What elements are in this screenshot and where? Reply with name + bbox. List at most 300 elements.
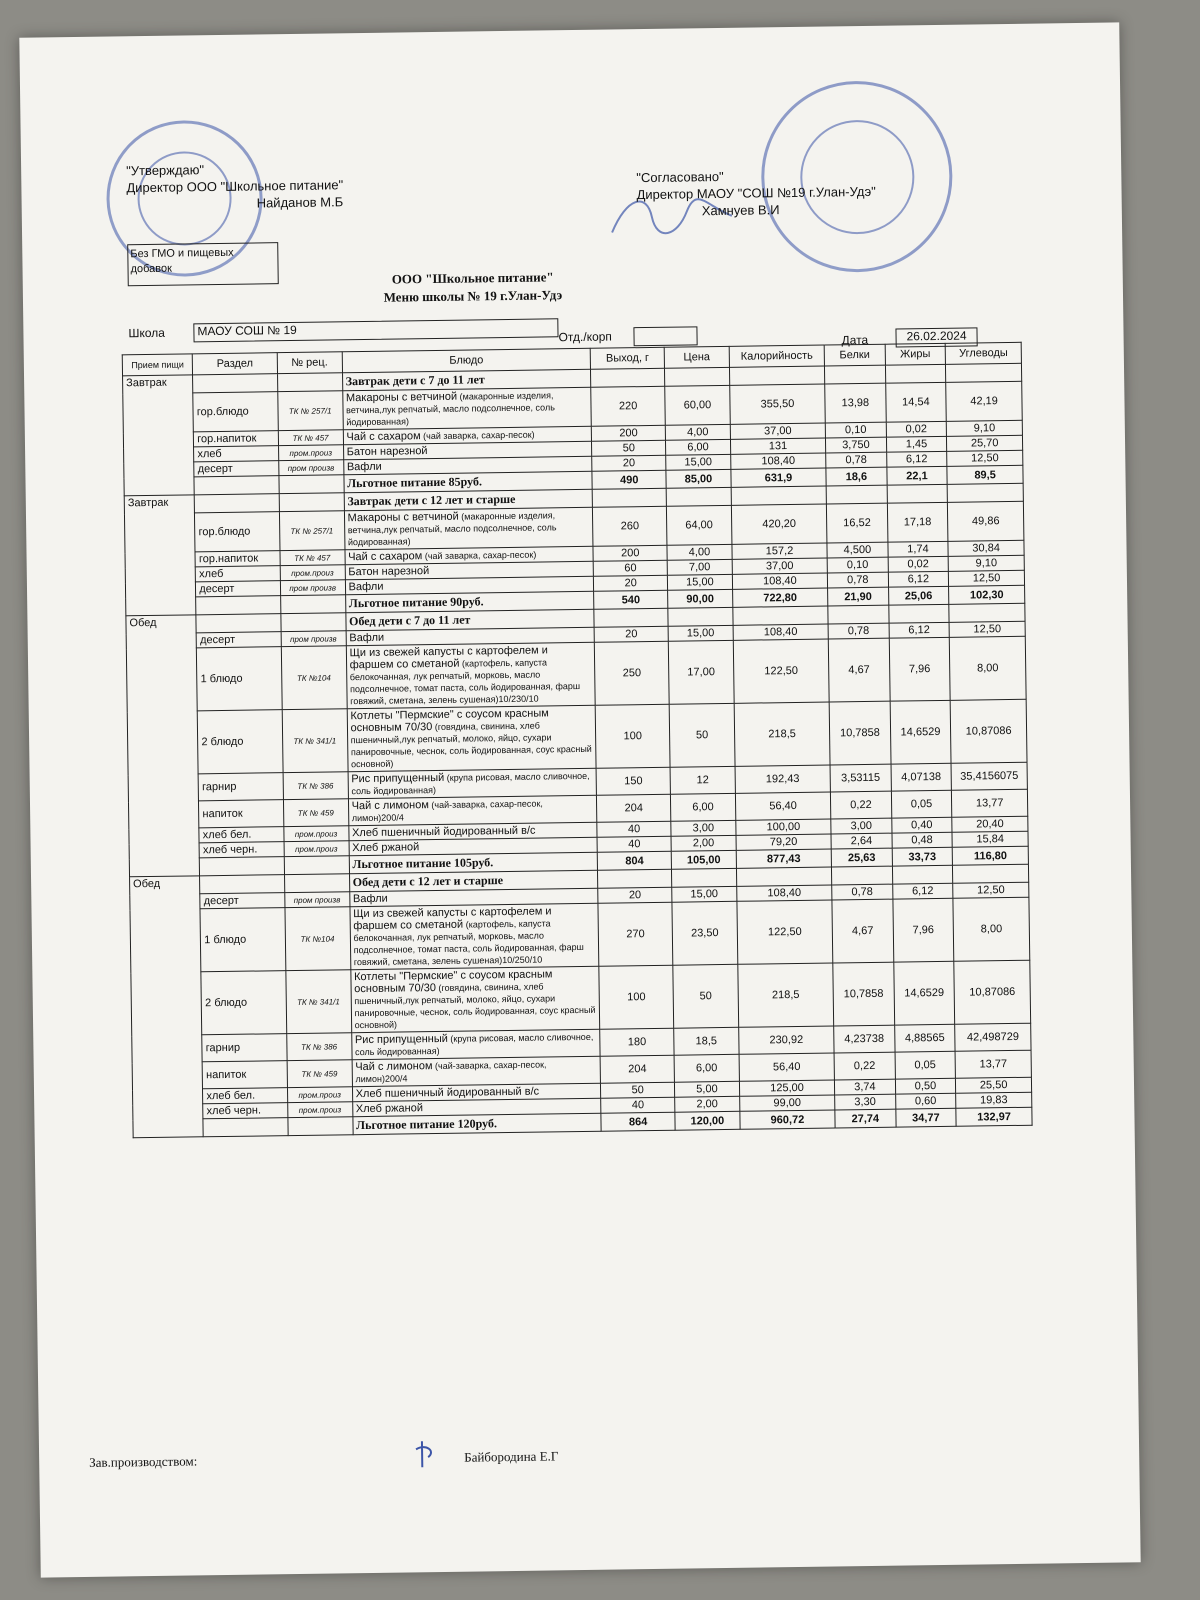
output-cell: 20 [592,455,666,471]
protein-cell: 3,750 [826,437,887,453]
calories-cell: 218,5 [738,963,834,1027]
dish-name: Щи из свежей капусты с картофелем и фаршем со сметаной [353,905,552,933]
empty-cell [887,484,948,503]
razdel-cell: 1 блюдо [200,908,285,972]
empty-cell [826,485,887,504]
total-label: Льготное питание 105руб. [349,852,598,873]
signature-footer [414,1437,444,1473]
protein-cell: 10,7858 [829,701,890,765]
razdel-cell: гор.блюдо [195,512,280,552]
dish-name: Щи из свежей капусты с картофелем и фаршем со сметаной [349,644,548,672]
total-label: Льготное питание 85руб. [344,471,593,492]
dish-composition: (картофель, капуста белокочанная, лук репчатый, морковь, масло подсолнечное, томат паста, соль йодированная, фарш говяжий, сметана, зелень сушеная)10/230/10 [349,657,581,707]
total-fat: 33,73 [892,847,953,866]
dish-name: Вафли [348,580,384,594]
protein-cell: 4,500 [827,542,888,558]
column-header: № рец. [277,352,342,374]
output-cell: 204 [600,1055,674,1083]
fat-cell: 0,48 [892,832,953,848]
dish-name: Хлеб пшеничный йодированный в/с [355,1085,540,1101]
output-cell: 60 [594,560,668,576]
carbs-cell: 10,87086 [954,960,1031,1024]
empty-cell [195,494,280,513]
empty-cell [196,614,281,633]
meal-name: Завтрак [123,375,195,496]
razdel-cell: десерт [196,632,281,648]
fat-cell: 7,96 [889,637,950,701]
output-cell: 40 [597,821,671,837]
price-cell: 5,00 [674,1081,739,1097]
output-cell: 100 [596,704,670,768]
dish-name: Вафли [352,892,388,906]
output-cell: 40 [597,836,671,852]
price-cell: 7,00 [667,559,732,575]
razdel-cell: хлеб бел. [199,827,284,843]
recipe-number: ТК № 457 [278,430,343,446]
razdel-cell: 2 блюдо [198,710,283,774]
fat-cell: 14,6529 [893,961,954,1025]
empty-cell [591,368,665,387]
dish-name: Чай с лимоном [355,1060,433,1074]
total-output: 490 [592,470,666,489]
price-cell: 12 [670,766,735,794]
total-protein: 25,63 [831,848,892,867]
total-calories: 722,80 [732,588,827,607]
dish-cell [348,795,597,825]
protein-cell: 0,22 [834,1052,895,1080]
date-label: Дата [841,332,869,348]
protein-cell: 16,52 [826,503,887,543]
total-calories: 960,72 [740,1110,835,1129]
protein-cell: 0,22 [830,791,891,819]
column-header: Углеводы [945,342,1021,364]
recipe-number: ТК № 386 [283,772,348,800]
empty-cell [288,1117,353,1136]
dish-name: Макароны с ветчиной [347,510,459,525]
empty-cell [892,865,953,884]
recipe-number: ТК № 457 [280,550,345,566]
column-header: Цена [664,346,729,368]
protein-cell: 3,30 [835,1094,896,1110]
price-cell: 15,00 [668,625,733,641]
meal-name: Завтрак [124,495,196,616]
razdel-cell: 1 блюдо [197,647,282,711]
recipe-number: ТК № 257/1 [277,391,342,431]
recipe-number: ТК № 257/1 [279,511,344,551]
total-label: Льготное питание 90руб. [345,591,594,612]
dish-cell [351,1029,600,1059]
fat-cell: 0,05 [895,1051,956,1079]
fat-cell: 17,18 [887,502,948,542]
output-cell: 260 [593,506,667,546]
protein-cell: 10,7858 [833,962,894,1026]
calories-cell: 355,50 [730,384,826,424]
section-title: Завтрак дети с 7 до 11 лет [342,369,591,390]
fat-cell: 14,54 [885,382,946,422]
razdel-cell: гарнир [198,773,283,801]
recipe-number: ТК № 459 [283,799,348,827]
total-carbs: 102,30 [949,585,1025,604]
razdel-cell: хлеб черн. [203,1103,288,1119]
carbs-cell: 35,4156075 [951,762,1027,790]
section-title: Обед дети с 12 лет и старше [349,870,598,891]
dish-cell [347,705,597,771]
calories-cell: 79,20 [736,834,831,850]
table-body [123,363,1033,1137]
total-protein: 21,90 [828,587,889,606]
output-cell: 200 [593,545,667,561]
fat-cell: 6,12 [892,883,953,899]
title-line1: ООО "Школьное питание" [391,269,554,287]
empty-cell [277,373,342,392]
razdel-cell: хлеб бел. [203,1088,288,1104]
empty-cell [200,875,285,894]
recipe-number: пром произв [278,460,343,476]
calories-cell: 56,40 [739,1053,835,1081]
price-cell: 15,00 [667,574,732,590]
carbs-cell: 30,84 [948,540,1024,556]
protein-cell: 2,64 [831,833,892,849]
empty-cell [593,488,667,507]
output-cell: 270 [598,902,672,966]
output-cell: 220 [591,386,665,426]
carbs-cell: 49,86 [948,501,1024,541]
price-cell: 64,00 [666,505,731,545]
empty-cell [279,493,344,512]
empty-cell [888,604,949,623]
output-cell: 50 [601,1082,675,1098]
output-cell: 200 [592,425,666,441]
empty-cell [598,869,672,888]
empty-cell [949,603,1025,622]
approve-line1: "Утверждаю" [126,162,205,179]
column-header: Блюдо [342,348,591,372]
calories-cell: 157,2 [732,543,827,559]
protein-cell: 3,74 [834,1079,895,1095]
price-cell: 2,00 [671,835,736,851]
calories-cell: 37,00 [732,558,827,574]
calories-cell: 108,40 [737,885,832,901]
carbs-cell: 12,50 [949,570,1025,586]
agree-line3: Хамнуев В.И [701,202,780,219]
calories-cell: 218,5 [734,702,830,766]
dish-cell [348,768,597,798]
carbs-cell: 10,87086 [950,699,1027,763]
approve-line3: Найданов М.Б [256,194,344,211]
price-cell: 50 [669,703,735,767]
empty-cell [953,864,1029,883]
recipe-number: пром.произ [284,826,349,842]
gmo-note: Без ГМО и пищевых добавок [127,242,279,286]
dish-name: Вафли [346,460,382,474]
protein-cell: 0,78 [828,623,889,639]
total-output: 804 [598,851,672,870]
fat-cell: 1,45 [886,436,947,452]
price-cell: 18,5 [674,1027,739,1055]
fat-cell: 6,12 [886,451,947,467]
calories-cell: 230,92 [739,1026,835,1054]
fat-cell: 0,02 [886,421,947,437]
recipe-number: ТК № 341/1 [282,709,348,773]
fat-cell: 1,74 [888,541,949,557]
carbs-cell: 13,77 [955,1050,1031,1078]
fat-cell: 4,88565 [894,1024,955,1052]
dish-composition: (макаронные изделия, ветчина,лук репчатый, масло подсолнечное, соль йодированная) [347,510,557,548]
price-cell: 4,00 [665,424,730,440]
total-price: 120,00 [675,1111,740,1130]
carbs-cell: 8,00 [949,636,1026,700]
razdel-cell: десерт [200,893,285,909]
output-cell: 40 [601,1097,675,1113]
razdel-cell: напиток [199,800,284,828]
empty-cell [284,874,349,893]
empty-cell [731,486,826,505]
empty-cell [736,867,831,886]
empty-cell [203,1118,288,1137]
dish-name: Рис припущенный [354,1032,448,1047]
protein-cell: 4,67 [832,899,893,963]
recipe-number: пром произв [281,631,346,647]
protein-cell: 0,10 [825,422,886,438]
total-output: 540 [594,590,668,609]
price-cell: 17,00 [668,640,734,704]
recipe-number: пром.произ [287,1087,352,1103]
calories-cell: 122,50 [733,639,829,703]
agree-block [636,166,876,220]
price-cell: 23,50 [672,901,738,965]
dish-name: Чай с сахаром [348,550,423,564]
column-header: Выход, г [591,347,665,369]
total-price: 90,00 [668,589,733,608]
recipe-number: ТК № 459 [287,1060,352,1088]
empty-cell [668,607,733,626]
total-fat: 22,1 [887,466,948,485]
razdel-cell: десерт [194,461,279,477]
recipe-number: пром.произ [278,445,343,461]
output-cell: 250 [595,641,669,705]
carbs-cell: 12,50 [947,450,1023,466]
menu-table [122,342,1033,1138]
fat-cell: 0,05 [891,790,952,818]
razdel-cell: гор.блюдо [193,392,278,432]
section-title: Обед дети с 7 до 11 лет [345,609,594,630]
dish-name: Вафли [349,631,385,645]
empty-cell [733,606,828,625]
price-cell: 6,00 [665,439,730,455]
recipe-number: пром.произ [280,565,345,581]
razdel-cell: хлеб [196,566,281,582]
recipe-number: ТК №104 [285,907,351,971]
carbs-cell: 13,77 [952,789,1028,817]
column-header: Жиры [885,343,946,365]
price-cell: 15,00 [672,886,737,902]
output-cell: 100 [599,965,673,1029]
calories-cell: 420,20 [731,504,827,544]
calories-cell: 125,00 [739,1080,834,1096]
school-label: Школа [128,325,166,341]
price-cell: 50 [673,964,739,1028]
protein-cell: 4,67 [828,638,889,702]
page-title [283,267,663,308]
empty-cell [666,487,731,506]
dept-label: Отд./корп [558,329,612,345]
total-carbs: 89,5 [947,465,1023,484]
column-header: Раздел [193,353,278,375]
footer-name: Байбородина Е.Г [464,1448,559,1465]
total-protein: 18,6 [826,467,887,486]
protein-cell: 0,78 [827,572,888,588]
dish-composition: (говядина, свинина, хлеб пшеничный,лук репчатый, молоко, яйцо, сухари панировочные, чеснок, соль йодированная, соус красный основной) [354,981,596,1031]
protein-cell: 3,53115 [830,764,891,792]
empty-cell [832,866,893,885]
empty-cell [828,605,889,624]
empty-cell [196,596,281,615]
dish-name: Макароны с ветчиной [345,390,458,405]
meal-name: Обед [126,615,200,877]
column-header: Белки [824,344,885,366]
dish-name: Хлеб ржаной [355,1102,424,1116]
recipe-number: пром произв [284,892,349,908]
recipe-number: ТК № 386 [286,1033,351,1061]
fat-cell: 6,12 [888,571,949,587]
carbs-cell: 20,40 [952,816,1028,832]
dish-name: Рис припущенный [351,771,445,786]
title-line2: Меню школы № 19 г.Улан-Удэ [383,287,563,305]
recipe-number: ТК №104 [281,646,347,710]
dish-name: Котлеты "Пермские" с соусом красным основным 70/30 [350,707,549,735]
carbs-cell: 8,00 [953,897,1030,961]
dish-composition: (чай заварка, сахар-песок) [422,549,537,562]
total-protein: 27,74 [835,1109,896,1128]
dish-cell [346,642,596,708]
calories-cell: 122,50 [737,900,833,964]
razdel-cell: хлеб [194,446,279,462]
empty-cell [280,595,345,614]
carbs-cell: 19,83 [956,1092,1032,1108]
dish-cell [350,966,600,1032]
dish-composition: (чай-заварка, сахар-песок, лимон)200/4 [355,1059,547,1085]
total-label: Льготное питание 120руб. [352,1113,601,1134]
price-cell: 15,00 [666,454,731,470]
output-cell: 180 [600,1028,674,1056]
dish-cell [352,1056,601,1086]
agree-line1: "Согласовано" [636,168,724,186]
total-carbs: 116,80 [952,846,1028,865]
dish-name: Батон нарезной [348,565,430,579]
empty-cell [729,366,824,385]
total-output: 864 [601,1112,675,1131]
carbs-cell: 25,50 [956,1077,1032,1093]
razdel-cell: гор.напиток [194,431,279,447]
approve-block [126,159,343,213]
razdel-cell: гор.напиток [195,551,280,567]
empty-cell [284,856,349,875]
price-cell: 3,00 [671,820,736,836]
empty-cell [200,857,285,876]
dish-composition: (говядина, свинина, хлеб пшеничный,лук репчатый, молоко, яйцо, сухари панировочные, чеснок, соль йодированная, соус красный основной) [350,720,592,770]
fat-cell: 7,96 [893,898,954,962]
total-carbs: 132,97 [956,1107,1032,1126]
dish-name: Чай с сахаром [346,430,421,444]
output-cell: 20 [594,575,668,591]
footer-label: Зав.производством: [89,1453,198,1470]
empty-cell [594,608,668,627]
protein-cell: 3,00 [831,818,892,834]
menu-sheet [19,22,1140,1577]
protein-cell: 0,78 [826,452,887,468]
carbs-cell: 12,50 [953,882,1029,898]
dish-composition: (макаронные изделия, ветчина,лук репчатый, масло подсолнечное, соль йодированная) [346,390,555,428]
carbs-cell: 25,70 [947,435,1023,451]
protein-cell: 0,10 [827,557,888,573]
calories-cell: 131 [730,438,825,454]
protein-cell: 0,78 [832,884,893,900]
dish-name: Хлеб ржаной [352,841,420,855]
empty-cell [946,363,1022,382]
recipe-number: ТК № 341/1 [286,970,352,1034]
fat-cell: 0,02 [888,556,949,572]
empty-cell [947,483,1023,502]
fat-cell: 0,60 [895,1093,956,1109]
agree-line2: Директор МАОУ "СОШ №19 г.Улан-Удэ" [636,183,876,203]
total-fat: 34,77 [895,1108,956,1127]
dish-composition: (крупа рисовая, масло сливочное, соль йодированная) [351,770,590,797]
calories-cell: 100,00 [736,819,831,835]
carbs-cell: 42,498729 [955,1023,1031,1051]
dish-name: Хлеб пшеничный йодированный в/с [351,824,536,840]
calories-cell: 108,40 [731,453,826,469]
dish-composition: (чай заварка, сахар-песок) [420,429,535,442]
fat-cell: 14,6529 [890,700,951,764]
date-field: 26.02.2024 [895,327,977,347]
carbs-cell: 9,10 [946,420,1022,436]
recipe-number: пром.произ [284,841,349,857]
fat-cell: 6,12 [889,622,950,638]
price-cell: 2,00 [675,1096,740,1112]
school-field: МАОУ СОШ № 19 [193,318,558,342]
fat-cell: 4,07138 [891,763,952,791]
empty-cell [193,374,278,393]
output-cell: 150 [596,767,670,795]
output-cell: 50 [592,440,666,456]
price-cell: 4,00 [667,544,732,560]
carbs-cell: 15,84 [952,831,1028,847]
carbs-cell: 12,50 [949,621,1025,637]
empty-cell [671,868,736,887]
fat-cell: 0,40 [891,817,952,833]
output-cell: 20 [598,887,672,903]
approve-line2: Директор ООО "Школьное питание" [126,177,344,196]
price-cell: 6,00 [670,793,735,821]
recipe-number: пром произв [280,580,345,596]
dish-name: Котлеты "Пермские" с соусом красным основным 70/30 [353,968,553,996]
protein-cell: 4,23738 [834,1025,895,1053]
calories-cell: 108,40 [733,624,828,640]
empty-cell [885,364,946,383]
section-title: Завтрак дети с 12 лет и старше [344,489,593,510]
dish-cell [342,387,591,429]
razdel-cell: десерт [196,581,281,597]
calories-cell: 56,40 [735,792,831,820]
total-price: 85,00 [666,469,731,488]
price-cell: 60,00 [665,385,730,425]
empty-cell [281,613,346,632]
carbs-cell: 42,19 [946,381,1022,421]
output-cell: 20 [594,626,668,642]
dish-composition: (крупа рисовая, масло сливочное, соль йодированная) [355,1031,594,1058]
empty-cell [825,365,886,384]
total-fat: 25,06 [888,586,949,605]
